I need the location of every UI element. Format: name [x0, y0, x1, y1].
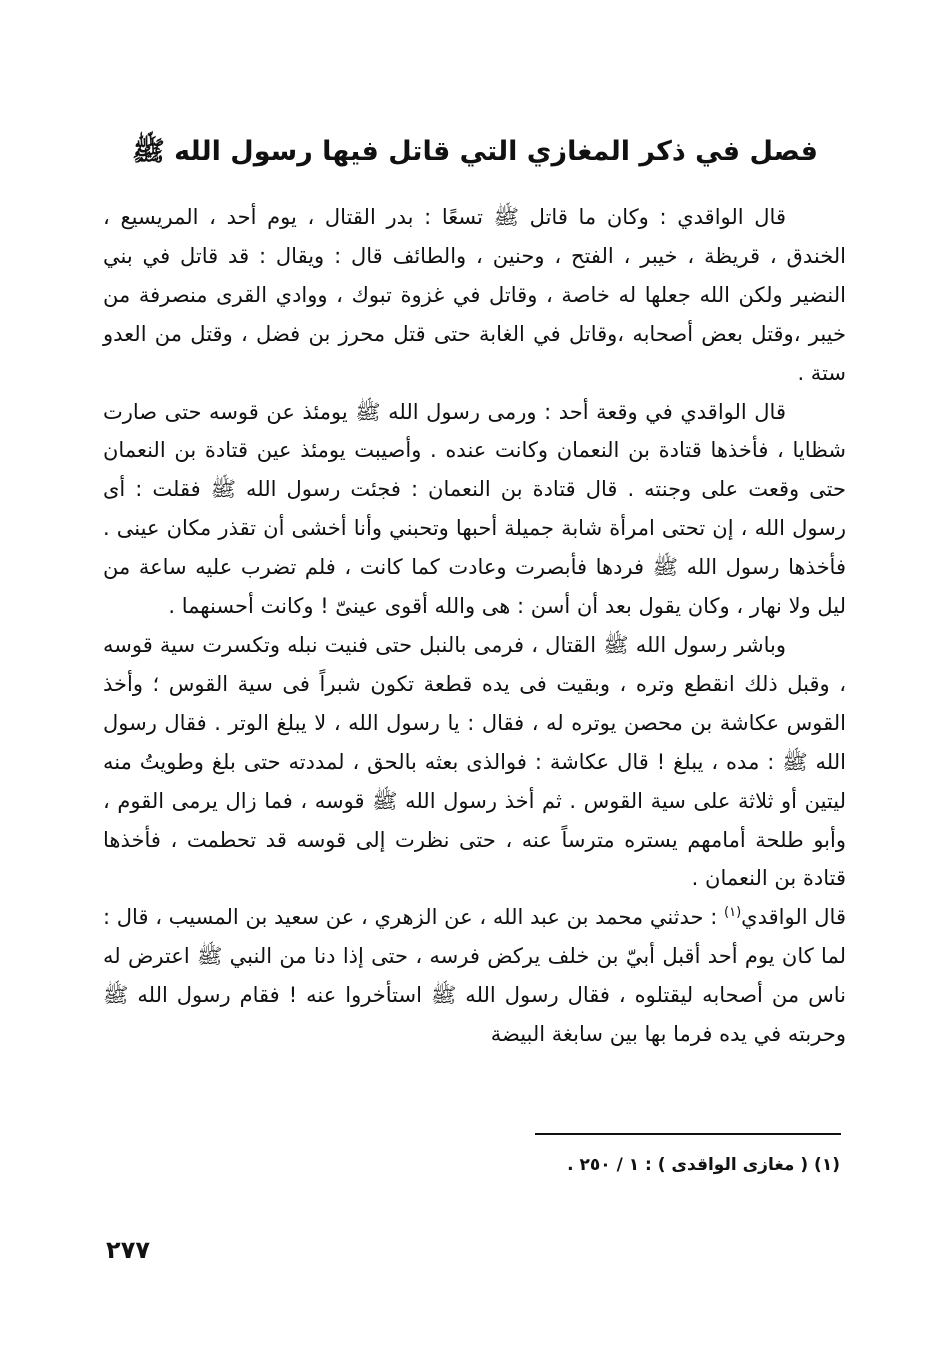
footnote: (١) ( مغازى الواقدى ) : ١ / ٢٥٠ .	[567, 1155, 840, 1175]
paragraph-4-lead: قال الواقدي	[741, 905, 846, 930]
footnote-reference: (١)	[724, 905, 742, 921]
page-number: ٢٧٧	[106, 1236, 150, 1264]
paragraph-4-body: : حدثني محمد بن عبد الله ، عن الزهري ، عن سعيد بن المسيب ، قال : لما كان يوم أحد أقبل أبيّ بن خلف يركض فرسه ، حتى إذا دنا من النبي ﷺ اعترض له ناس من أصحابه ليقتلوه ، فقال رسول الله ﷺ استأخروا عنه ! فقام رسول الله ﷺ وحربته في يده فرما بها بين سابغة البيضة	[103, 905, 846, 1047]
paragraph-1: قال الواقدي : وكان ما قاتل ﷺ تسعًا : بدر القتال ، يوم أحد ، المريسيع ، الخندق ، قريظة ، خيبر ، الفتح ، وحنين ، والطائف قال : ويقال : قد قاتل في بني النضير ولكن الله جعلها له خاصة ، وقاتل في غزوة تبوك ، ووادي القرى منصرفة من خيبر ،وقتل بعض أصحابه ،وقاتل في الغابة حتى قتل محرز بن فضل ، وقتل من العدو ستة .	[103, 205, 846, 385]
footnote-divider	[535, 1133, 841, 1135]
paragraph-3: وباشر رسول الله ﷺ القتال ، فرمى بالنبل حتى فنيت نبله وتكسرت سية قوسه ، وقبل ذلك انقطع وتره ، وبقيت فى يده قطعة تكون شبراً فى سية القوس ؛ وأخذ القوس عكاشة بن محصن يوتره له ، فقال : يا رسول الله ، لا يبلغ الوتر . فقال رسول الله ﷺ : مده ، يبلغ ! قال عكاشة : فوالذى بعثه بالحق ، لمددته حتى بلغ وطويتُ منه ليتين أو ثلاثة على سية القوس . ثم أخذ رسول الله ﷺ قوسه ، فما زال يرمى القوم ، وأبو طلحة أمامهم يستره مترساً عنه ، حتى نظرت إلى قوسه قد تحطمت ، فأخذها قتادة بن النعمان .	[103, 632, 846, 891]
main-text	[103, 198, 846, 1054]
paragraph-2: قال الواقدي في وقعة أحد : ورمى رسول الله ﷺ يومئذ عن قوسه حتى صارت شظايا ، فأخذها قتادة بن النعمان وكانت عنده . وأصيبت يومئذ عين قتادة بن النعمان حتى وقعت على وجنته . قال قتادة بن النعمان : فجئت رسول الله ﷺ فقلت : أى رسول الله ، إن تحتى امرأة شابة جميلة أحبها وتحبني وأنا أخشى أن تقذر مكان عينى . فأخذها رسول الله ﷺ فردها فأبصرت وعادت كما كانت ، فلم تضرب عليه ساعة من ليل ولا نهار ، وكان يقول بعد أن أسن : هى والله أقوى عينىّ ! وكانت أحسنهما .	[103, 399, 846, 619]
chapter-heading: فصل في ذكر المغازي التي قاتل فيها رسول الله ﷺ	[132, 136, 818, 167]
paragraph-4	[103, 898, 846, 1054]
